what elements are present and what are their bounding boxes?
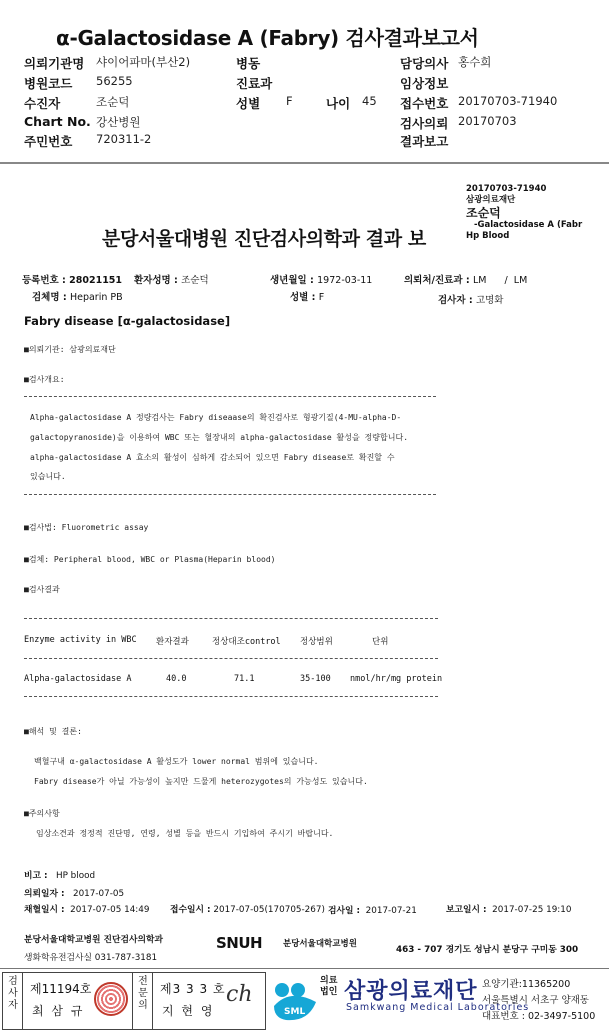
tester-name: 최 삼 규	[32, 1004, 85, 1018]
doctor-signature: ch	[226, 982, 253, 1007]
table-header-unit: 단위	[372, 637, 389, 647]
notes-line-1: 임상소견과 정정적 진단명, 연령, 성별 등을 반드시 기입하여 주시기 바랍니다.	[36, 829, 334, 838]
notes-title: ■주의사항	[24, 809, 60, 818]
hosp-code-label: 병원코드	[24, 76, 73, 91]
table-header-enzyme: Enzyme activity in WBC	[24, 635, 137, 645]
sml-logo-text: SML	[284, 1007, 306, 1017]
hosp-code-value: 56255	[96, 74, 133, 88]
chart-label: Chart No.	[24, 114, 91, 129]
tester-license: 제11194호	[30, 982, 92, 996]
table-rule	[24, 696, 438, 697]
table-cell-range: 35-100	[300, 674, 331, 684]
snuh-logo: SNUH	[216, 934, 263, 952]
dept-phone: 생화학유전검사실 031-787-3181	[24, 953, 158, 963]
sample: ■검체: Peripheral blood, WBC or Plasma(Heparin blood)	[24, 555, 276, 564]
table-rule	[24, 658, 438, 659]
stamp-org: 삼광의료재단	[466, 195, 516, 205]
recv-no-label: 접수번호	[400, 96, 449, 111]
care-number: 요양기관:11365200	[482, 979, 571, 990]
rrn-label: 주민번호	[24, 134, 73, 149]
chart-value: 강산병원	[96, 115, 141, 129]
sml-address: 서울특별시 서초구 양재동	[482, 995, 589, 1006]
table-header-control: 정상대조control	[212, 637, 281, 647]
table-cell-analyte: Alpha-galactosidase A	[24, 674, 132, 684]
request-org: ■의뢰기관: 삼광의료재단	[24, 345, 116, 354]
patient-label: 수진자	[24, 96, 61, 111]
dept-label: 진료과	[236, 76, 273, 91]
result-label: 결과보고	[400, 134, 449, 149]
sml-english: Samkwang Medical Laboratories	[346, 1002, 530, 1013]
method: ■검사법: Fluorometric assay	[24, 523, 149, 532]
report-header	[0, 52, 609, 156]
reg-no: 등록번호 : 28021151	[22, 275, 123, 286]
doctor-name: 지 현 영	[162, 1004, 215, 1018]
header-divider	[0, 162, 609, 164]
tester-seal	[94, 982, 128, 1016]
patient-name: 환자성명 : 조순덕	[134, 275, 209, 286]
sml-brand: 의료 법인	[320, 976, 338, 997]
doctor-label: 담당의사	[400, 56, 449, 71]
rrn-value: 720311-2	[96, 132, 152, 146]
table-cell-unit: nmol/hr/mg protein	[350, 674, 443, 684]
age-value: 45	[362, 94, 377, 108]
recv-no-value: 20170703-71940	[458, 94, 558, 108]
doctor-license: 제3 3 3 호	[160, 982, 226, 996]
req-label: 검사의뢰	[400, 116, 449, 131]
test-date: 검사일 : 2017-07-21	[328, 906, 417, 916]
overview-title: ■검사개요:	[24, 375, 65, 384]
dept-name: 분당서울대학교병원 진단검사의학과	[24, 935, 164, 945]
table-cell-control: 71.1	[234, 674, 255, 684]
divider	[22, 972, 23, 1030]
interpretation-line-2: Fabry disease가 아닐 가능성이 높지만 드물게 heterozygotes의 가능성도 있습니다.	[34, 777, 368, 786]
sheet-sex: 성별 : F	[290, 292, 325, 303]
clinical-label: 임상정보	[400, 76, 449, 91]
org-label: 의뢰기관명	[24, 56, 85, 71]
scanned-report	[0, 166, 609, 966]
overview-line-2: galactopyranoside)을 이용하여 WBC 또는 혈장내의 alpha-galactosidase 활성을 정량합니다.	[30, 433, 409, 442]
sml-name: 삼광의료재단	[344, 979, 478, 1004]
request-date: 의뢰일자 : 2017-07-05	[24, 889, 125, 899]
specialist-role-label: 전문의	[138, 976, 148, 1011]
sheet-heading: 분당서울대병원 진단검사의학과 결과 보	[102, 228, 426, 250]
remark: 비고 : HP blood	[24, 871, 96, 881]
snuh-address: 463 - 707 경기도 성남시 분당구 구미동 300	[396, 945, 579, 955]
stamp-test: -Galactosidase A (Fabr	[474, 220, 583, 230]
snuh-subtitle: 분당서울대학교병원	[283, 939, 357, 949]
table-header-range: 정상범위	[300, 637, 333, 647]
req-value: 20170703	[458, 114, 517, 128]
specimen-stamp	[466, 184, 582, 242]
org-value: 샤이어파마(부산2)	[96, 55, 191, 69]
section-title: Fabry disease [α-galactosidase]	[24, 314, 231, 328]
report-title: α-Galactosidase A (Fabry) 검사결과보고서	[56, 26, 479, 50]
overview-line-1: Alpha-galactosidase A 정량검사는 Fabry diseaase의 확진검사로 형광기질(4-MU-alpha-D-	[30, 413, 402, 422]
interpretation-title: ■해석 및 결론:	[24, 727, 82, 736]
divider	[24, 494, 436, 495]
result-title: ■검사결과	[24, 585, 60, 594]
ward-label: 병동	[236, 56, 261, 71]
birth-date: 생년월일 : 1972-03-11	[270, 275, 373, 286]
table-rule	[24, 618, 438, 619]
specimen-name: 검체명 : Heparin PB	[32, 292, 123, 303]
divider	[24, 396, 436, 397]
divider	[132, 972, 133, 1030]
collect-time: 채혈일시 : 2017-07-05 14:49	[24, 905, 150, 915]
examiner: 검사자 : 고명화	[438, 295, 504, 306]
interpretation-line-1: 백혈구내 α-galactosidase A 활성도가 lower normal 범위에 있습니다.	[34, 757, 319, 766]
receive-time: 접수일시 : 2017-07-05(170705-267)	[170, 905, 325, 915]
stamp-specimen: Hp Blood	[466, 231, 510, 241]
sml-phone: 대표번호 : 02-3497-5100	[482, 1011, 596, 1022]
patient-value: 조순덕	[96, 95, 130, 109]
divider	[152, 972, 153, 1030]
table-header-patient: 환자결과	[156, 637, 189, 647]
tester-role-label: 검사자	[8, 976, 18, 1011]
referrer: 의뢰처/진료과 : LM / LM	[404, 275, 528, 286]
stamp-number: 20170703-71940	[466, 184, 547, 194]
doctor-value: 홍수희	[458, 55, 492, 69]
overview-line-3: alpha-galactosidase A 효소의 활성이 심하게 감소되어 있으면 Fabry disease로 확진할 수	[30, 453, 395, 462]
report-time: 보고일시 : 2017-07-25 19:10	[446, 905, 572, 915]
table-cell-result: 40.0	[166, 674, 187, 684]
age-label: 나이	[326, 96, 351, 111]
stamp-name: 조순덕	[466, 206, 501, 220]
overview-line-4: 있습니다.	[30, 472, 66, 481]
sex-value: F	[286, 94, 293, 108]
sex-label: 성별	[236, 96, 261, 111]
